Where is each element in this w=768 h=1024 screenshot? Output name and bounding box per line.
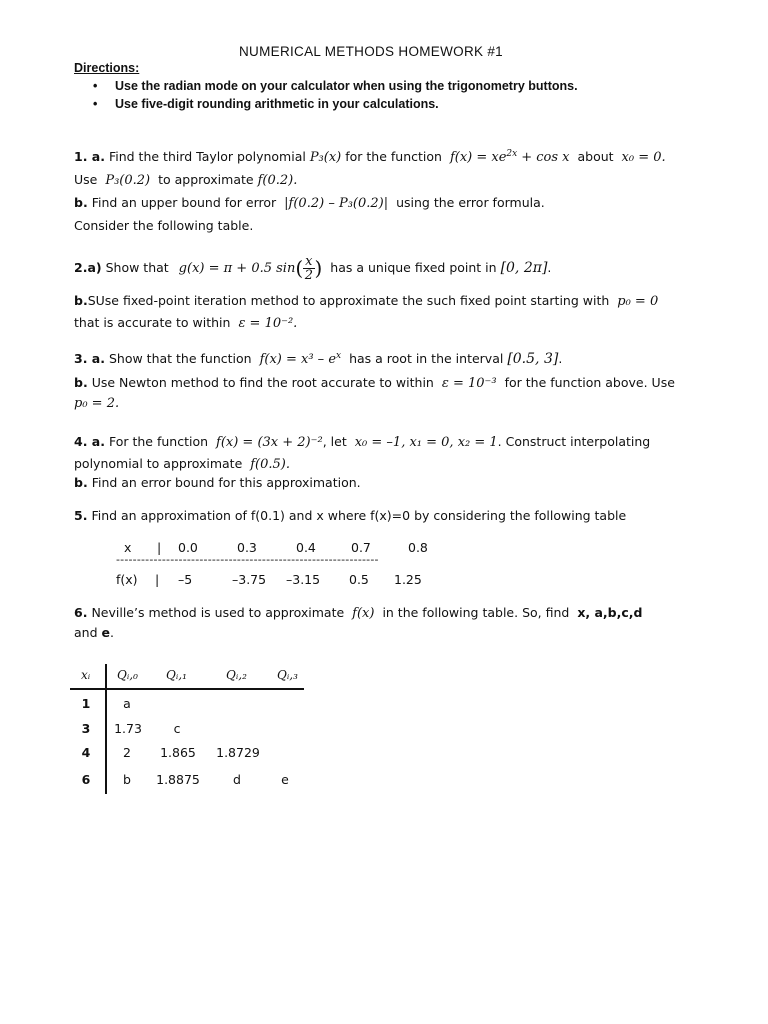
q2b-text: SUse fixed-point iteration method to approximate the such fixed point starting with <box>87 293 610 308</box>
q1-line2 <box>74 172 297 188</box>
q6-fx: f(x) <box>352 606 375 621</box>
q3b-text: for the function above. Use <box>504 375 675 390</box>
nv-cell-q1: 1.865 <box>160 745 196 760</box>
q2-line3 <box>74 315 297 331</box>
q4b-number: b. <box>74 475 88 490</box>
nv-row-x: 3 <box>81 721 91 736</box>
nv-cell-q0: 2 <box>123 745 131 760</box>
q5-number: 5. <box>74 508 88 523</box>
bullet-icon: • <box>93 79 98 93</box>
q2-number: 2.a) <box>74 260 102 275</box>
bullet-icon: • <box>93 97 98 111</box>
q5-x-cell: 0.3 <box>237 540 257 555</box>
q2b-eps: ε = 10⁻². <box>238 316 298 331</box>
nv-vertical-rule <box>105 664 107 794</box>
q2-dot: . <box>547 260 552 275</box>
q5-line1 <box>74 508 626 523</box>
q3b-eps: ε = 10⁻³ <box>441 376 497 391</box>
q1-f02: f(0.2). <box>257 173 298 188</box>
q1-text: to approximate <box>158 172 254 187</box>
q2-lparen: ( <box>295 256 304 280</box>
q1-p3x: P₃(x) <box>309 150 342 166</box>
q6-e-var: e <box>101 625 110 640</box>
q3-line2 <box>74 375 675 391</box>
q5-x-cell: 0.4 <box>296 540 316 555</box>
direction-item-1 <box>93 79 578 93</box>
q6-text: Neville’s method is used to approximate <box>91 605 345 620</box>
nv-cell-q1: 1.8875 <box>156 772 200 787</box>
direction-text: Use the radian mode on your calculator when using the trigonometry buttons. <box>115 79 578 93</box>
q5-x-cell: 0.8 <box>408 540 428 555</box>
q5-f-cell: –3.75 <box>232 572 267 587</box>
q4-line1 <box>74 434 650 450</box>
q4-text: For the function <box>108 434 209 449</box>
nv-cell-q0: 1.73 <box>114 721 142 736</box>
nv-header-q0: Qᵢ,₀ <box>117 668 138 682</box>
q3-interval: [0.5, 3] <box>507 351 559 368</box>
q1b-text: using the error formula. <box>396 195 545 210</box>
page-title: NUMERICAL METHODS HOMEWORK #1 <box>239 44 503 59</box>
q4-text: . Construct interpolating <box>497 434 651 449</box>
nv-header-q1: Qᵢ,₁ <box>166 668 187 682</box>
q5-x-sep: | <box>157 540 162 555</box>
q5-f-cell: –5 <box>178 572 193 587</box>
q3-function: f(x) = x³ – e <box>259 352 337 368</box>
q1-text: Find the third Taylor polynomial <box>108 149 306 165</box>
q5-f-cell: 1.25 <box>394 572 422 587</box>
nv-header-q2: Qᵢ,₂ <box>226 668 247 682</box>
q5-x-label: x <box>124 540 132 555</box>
q2b-number: b. <box>74 293 88 308</box>
q6-line2 <box>74 625 114 640</box>
q1-text: about <box>577 149 614 165</box>
q1-line1 <box>74 149 666 165</box>
q1b-text: Find an upper bound for error <box>91 195 277 210</box>
q1-consider: Consider the following table. <box>74 218 254 233</box>
q3-number: 3. a. <box>74 351 105 367</box>
q1b-error-expr: |f(0.2) – P₃(0.2)| <box>284 196 389 211</box>
q2-text: Show that <box>105 260 169 275</box>
nv-cell-q1: c <box>173 721 181 736</box>
q6-text: and <box>74 625 98 640</box>
q6-line1 <box>74 605 642 621</box>
q2-line1 <box>74 255 551 285</box>
q3b-number: b. <box>74 375 88 390</box>
q1-text: for the function <box>345 149 442 165</box>
q3-text: has a root in the interval <box>349 351 504 367</box>
direction-text: Use five-digit rounding arithmetic in your calculations. <box>115 97 439 111</box>
q5-text: Find an approximation of f(0.1) and x where f(x)=0 by considering the following table <box>91 508 627 523</box>
q5-x-cell: 0.7 <box>351 540 371 555</box>
q5-f-cell: –3.15 <box>286 572 321 587</box>
q6-vars: x, a,b,c,d <box>577 605 643 620</box>
q3-p0: p₀ = 2. <box>74 396 120 411</box>
q3-line1 <box>74 351 562 367</box>
q5-f-label: f(x) <box>116 572 138 587</box>
nv-row-x: 6 <box>81 772 91 787</box>
q4-f05: f(0.5). <box>250 457 291 472</box>
nv-cell-q2: d <box>233 772 241 787</box>
q2-fraction <box>303 255 314 282</box>
q2-function: g(x) = π + 0.5 sin <box>178 261 296 276</box>
q2-rparen: ) <box>314 256 323 280</box>
q5-x-cell: 0.0 <box>178 540 198 555</box>
nv-header-q3: Qᵢ,₃ <box>277 668 298 682</box>
q2-line2 <box>74 293 658 309</box>
directions-heading: Directions: <box>74 61 140 75</box>
q3b-text: Use Newton method to find the root accurate to within <box>91 375 434 390</box>
q1b-number: b. <box>74 195 88 210</box>
q6-number: 6. <box>74 605 88 620</box>
q4-line2 <box>74 456 290 472</box>
q1-exponent: 2x <box>506 149 518 159</box>
q2-text: has a unique fixed point in <box>330 260 497 275</box>
q4-nodes: x₀ = –1, x₁ = 0, x₂ = 1 <box>354 435 498 450</box>
q2-interval: [0, 2π] <box>500 260 548 276</box>
q1-function: f(x) = xe <box>449 150 507 166</box>
q1-x0: x₀ = 0. <box>621 150 666 166</box>
nv-cell-q0: b <box>123 772 131 787</box>
q4-text: polynomial to approximate <box>74 456 243 471</box>
q1-line3 <box>74 195 545 211</box>
q4-line3 <box>74 475 361 490</box>
q4-function: f(x) = (3x + 2)⁻² <box>216 435 323 450</box>
nv-header-x: xᵢ <box>81 668 91 682</box>
nv-row-x: 1 <box>81 696 91 711</box>
q1-text: Use <box>74 172 98 187</box>
q1-number: 1. a. <box>74 149 105 165</box>
q1-cos: + cos x <box>521 150 570 166</box>
q2-frac-den: 2 <box>304 268 313 283</box>
q5-separator: --------------------------------------------------------------- <box>116 553 379 566</box>
q2-frac-num: x <box>305 254 313 269</box>
q2b-p0: p₀ = 0 <box>617 294 659 309</box>
q4-number: 4. a. <box>74 434 105 449</box>
q3-text: Show that the function <box>108 351 252 367</box>
q5-f-sep: | <box>155 572 160 587</box>
q3-exponent: x <box>336 351 342 361</box>
nv-cell-q0: a <box>123 696 131 711</box>
q6-period: . <box>110 625 114 640</box>
nv-cell-q2: 1.8729 <box>216 745 260 760</box>
q4-text: , let <box>322 434 347 449</box>
q1-p302: P₃(0.2) <box>105 173 151 188</box>
q5-f-cell: 0.5 <box>349 572 369 587</box>
nv-row-x: 4 <box>81 745 91 760</box>
direction-item-2 <box>93 97 439 111</box>
q3-dot: . <box>558 351 563 367</box>
q2b-text: that is accurate to within <box>74 315 231 330</box>
q6-text: in the following table. So, find <box>382 605 570 620</box>
nv-cell-q3: e <box>281 772 289 787</box>
q4b-text: Find an error bound for this approximation. <box>91 475 361 490</box>
